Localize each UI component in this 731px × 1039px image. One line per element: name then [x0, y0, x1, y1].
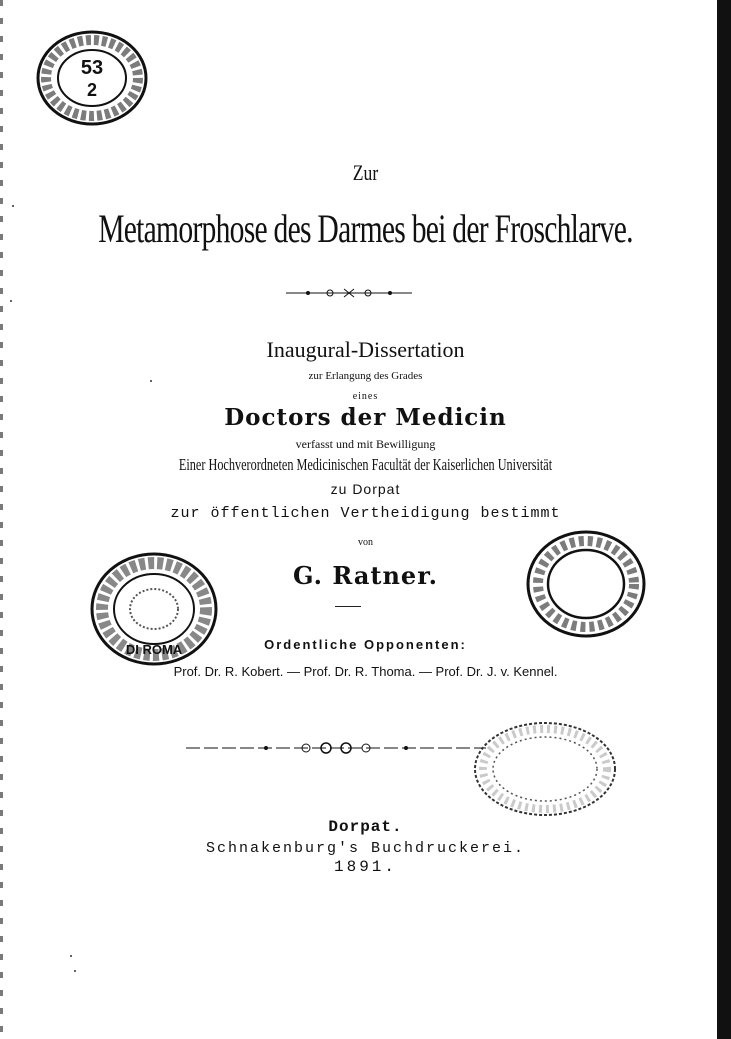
- line-faculty: Einer Hochverordneten Medicinischen Facultät der Kaiserlichen Universität: [178, 455, 553, 474]
- page-title: Metamorphose des Darmes bei der Froschlarve.: [98, 206, 633, 251]
- stamp-roma-text: DI ROMA: [125, 642, 183, 657]
- scan-speck: [150, 380, 152, 382]
- stamp-number-bottom: 2: [86, 80, 98, 100]
- opponents-heading: Ordentliche Opponenten:: [264, 637, 467, 652]
- degree-heading: Doctors der Medicin: [224, 404, 507, 431]
- stamp-bottom-right: [470, 718, 620, 820]
- line-verfasst: verfasst und mit Bewilligung: [295, 437, 436, 451]
- scan-speck: [74, 970, 76, 972]
- author-name: G. Ratner.: [293, 561, 438, 590]
- ornament-divider-bottom: [186, 738, 486, 758]
- scan-speck: [10, 300, 12, 302]
- line-zu-dorpat: zu Dorpat: [330, 481, 401, 497]
- scan-speck: [70, 955, 72, 957]
- line-erlangung: zur Erlangung des Grades: [308, 370, 423, 382]
- opponents-list: Prof. Dr. R. Kobert. — Prof. Dr. R. Thoma. — Prof. Dr. J. v. Kennel.: [173, 664, 558, 679]
- line-oeffentlich: zur öffentlichen Vertheidigung bestimmt: [170, 505, 561, 522]
- imprint-place: Dorpat.: [328, 818, 403, 836]
- line-von: von: [358, 537, 373, 548]
- line-eines: eines: [352, 391, 379, 402]
- stamp-right-middle: [524, 528, 648, 640]
- imprint-printer: Schnakenburg's Buchdruckerei.: [205, 840, 526, 857]
- short-rule: [335, 606, 361, 607]
- imprint-year: 1891.: [333, 858, 397, 876]
- title-prefix: Zur: [352, 160, 379, 185]
- stamp-number-top: 53: [80, 57, 104, 79]
- scan-speck: [12, 205, 14, 207]
- dissertation-heading: Inaugural-Dissertation: [266, 337, 465, 362]
- stamp-top-left: [32, 28, 152, 128]
- ornament-divider-top: [286, 286, 412, 300]
